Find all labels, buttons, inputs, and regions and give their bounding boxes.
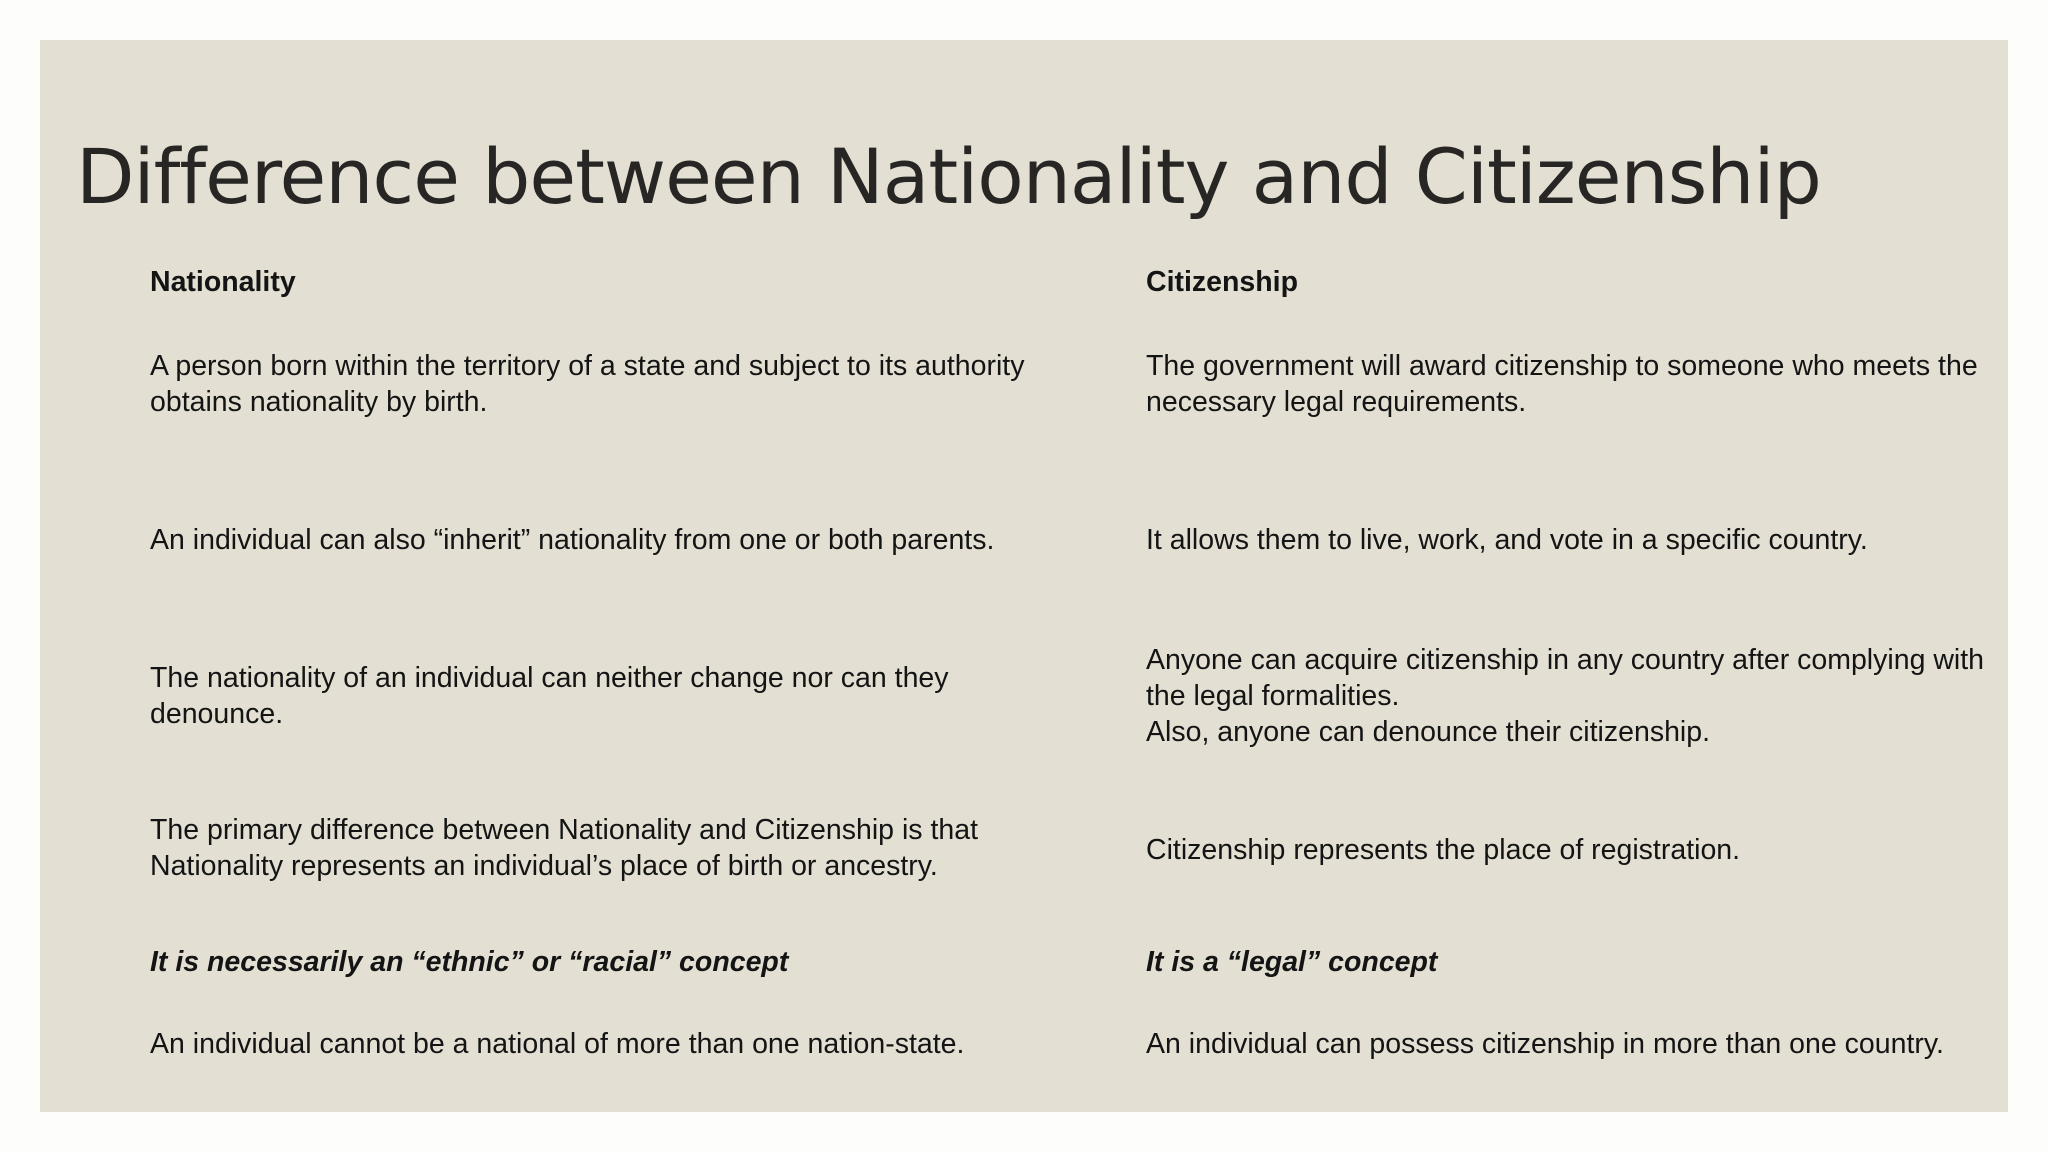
nationality-concept: It is necessarily an “ethnic” or “racial” concept: [150, 946, 789, 978]
citizenship-concept: It is a “legal” concept: [1146, 946, 1438, 978]
citizenship-row-denounce: Also, anyone can denounce their citizenship.: [1146, 716, 1711, 748]
slide: [40, 40, 2008, 1112]
citizenship-row-multiple: An individual can possess citizenship in more than one country.: [1146, 1028, 1944, 1060]
nationality-row-birth: A person born within the territory of a state and subject to its authority obtains nationality by birth.: [150, 350, 1025, 418]
citizenship-row-acquire: Anyone can acquire citizenship in any country after complying with the legal formalities.: [1146, 644, 1985, 712]
nationality-row-primary-difference: The primary difference between Nationality and Citizenship is that Nationality represents an individual’s place of birth or ancestry.: [150, 814, 978, 882]
nationality-row-inherit: An individual can also “inherit” nationality from one or both parents.: [150, 524, 995, 556]
citizenship-row-registration: Citizenship represents the place of registration.: [1146, 834, 1741, 866]
slide-title: Difference between Nationality and Citizenship: [76, 132, 1821, 221]
nationality-heading: Nationality: [150, 266, 296, 298]
citizenship-row-award: The government will award citizenship to someone who meets the necessary legal requirements.: [1146, 350, 1978, 418]
citizenship-heading: Citizenship: [1146, 266, 1299, 298]
citizenship-row-rights: It allows them to live, work, and vote in a specific country.: [1146, 524, 1868, 556]
nationality-row-single: An individual cannot be a national of more than one nation-state.: [150, 1028, 965, 1060]
nationality-row-change: The nationality of an individual can neither change nor can they denounce.: [150, 662, 949, 730]
